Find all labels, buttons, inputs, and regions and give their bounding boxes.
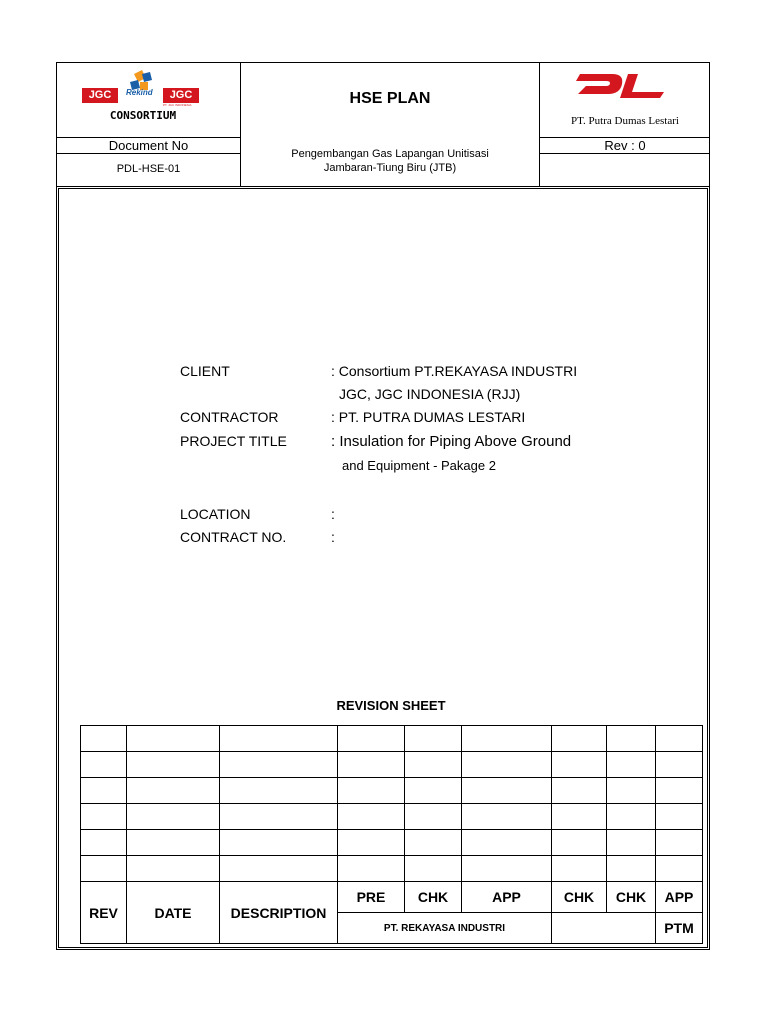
client-value-2: JGC, JGC INDONESIA (RJJ) [339, 386, 521, 402]
col-header-chk-3: CHK [607, 882, 656, 913]
table-row [81, 856, 703, 882]
col-header-app-1: APP [462, 882, 552, 913]
project-name-line1: Pengembangan Gas Lapangan Unitisasi [291, 148, 489, 160]
project-name-line2: Jambaran-Tiung Biru (JTB) [323, 162, 457, 174]
col-header-ptm: PTM [656, 913, 703, 944]
contractor-label: CONTRACTOR [180, 409, 279, 425]
col-header-description: DESCRIPTION [220, 882, 338, 944]
table-row [81, 752, 703, 778]
project-title-value-2: and Equipment - Pakage 2 [342, 458, 496, 473]
col-header-blank [552, 913, 656, 944]
location-value: : [331, 506, 335, 522]
table-row [81, 726, 703, 752]
client-value-1: : Consortium PT.REKAYASA INDUSTRI [331, 363, 578, 379]
company-name: PT. Putra Dumas Lestari [571, 115, 679, 127]
col-header-app-2: APP [656, 882, 703, 913]
body-frame-inner-bottom [58, 947, 708, 948]
jgc-logo-right: JGC [163, 88, 199, 103]
table-row [81, 778, 703, 804]
jgc-logo-left: JGC [82, 88, 118, 103]
col-header-rev: REV [81, 882, 127, 944]
project-title-value-1: : Insulation for Piping Above Ground [331, 433, 572, 450]
col-header-pre: PRE [338, 882, 405, 913]
document-title: HSE PLAN [349, 90, 431, 107]
jgc-indonesia-label: PT. JGC INDONESIA [163, 103, 192, 107]
location-label: LOCATION [180, 506, 251, 522]
col-header-chk-2: CHK [552, 882, 607, 913]
table-row [81, 804, 703, 830]
revision-number: Rev : 0 [604, 138, 646, 153]
col-header-chk-1: CHK [405, 882, 462, 913]
header-divider-h2b [539, 153, 710, 154]
revision-table [80, 725, 703, 944]
putra-dumas-logo-icon [572, 70, 668, 102]
table-header-row-1 [81, 882, 703, 913]
col-header-rekayasa: PT. REKAYASA INDUSTRI [338, 913, 552, 944]
contractor-value: : PT. PUTRA DUMAS LESTARI [331, 409, 526, 425]
document-no-label: Document No [108, 138, 189, 153]
body-frame-inner-top [58, 188, 708, 189]
document-no-value: PDL-HSE-01 [116, 163, 181, 175]
table-row [81, 830, 703, 856]
body-frame-inner-right [707, 188, 708, 948]
rekind-label: Rekind [126, 88, 153, 97]
consortium-label: CONSORTIUM [109, 109, 177, 122]
col-header-date: DATE [127, 882, 220, 944]
project-title-label: PROJECT TITLE [180, 433, 287, 449]
header-divider-h2 [56, 153, 241, 154]
contract-no-label: CONTRACT NO. [180, 529, 287, 545]
revision-sheet-title: REVISION SHEET [336, 698, 446, 713]
contract-no-value: : [331, 529, 335, 545]
client-label: CLIENT [180, 363, 230, 379]
body-frame-inner-left [58, 188, 59, 948]
